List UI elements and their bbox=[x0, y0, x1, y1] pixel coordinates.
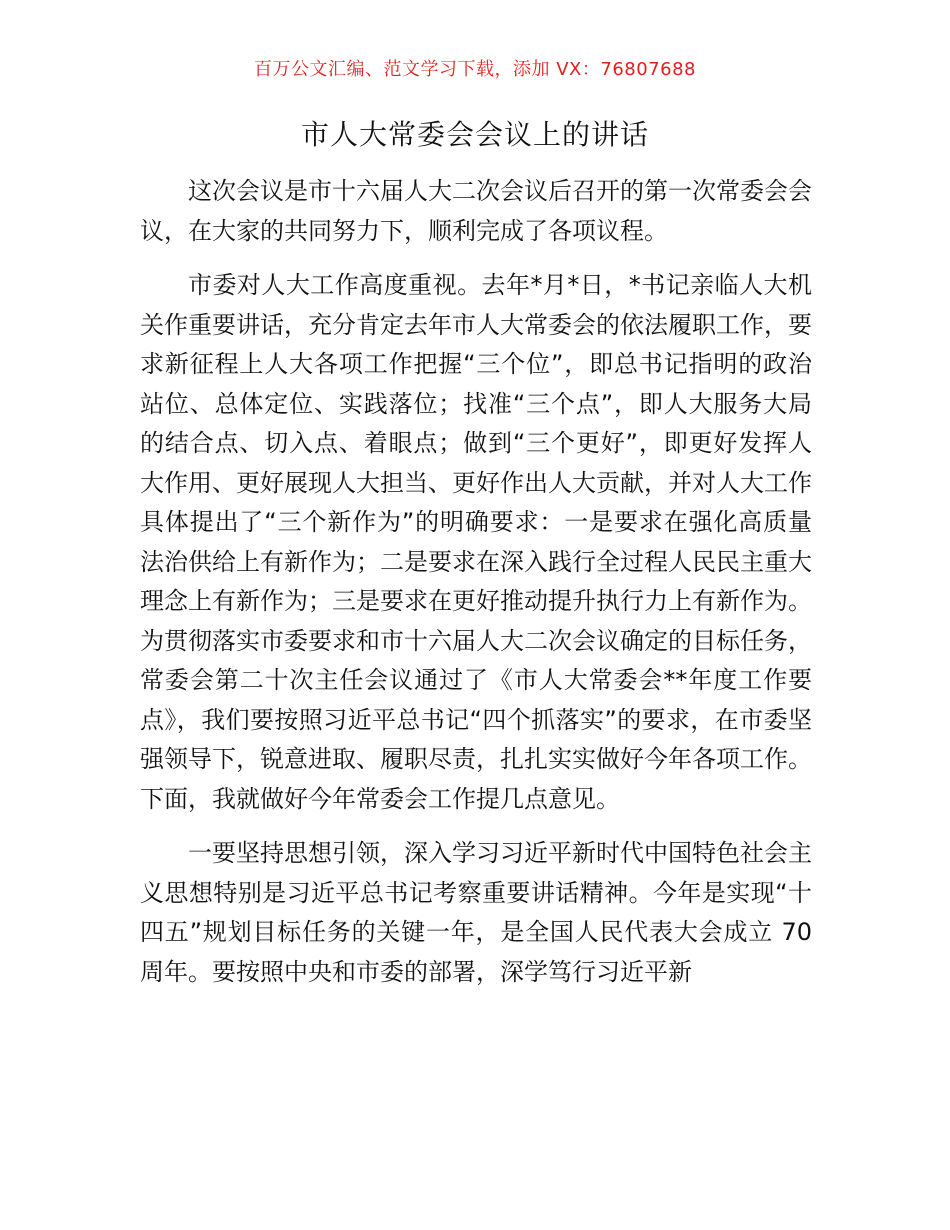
paragraph-1: 这次会议是市十六届人大二次会议后召开的第一次常委会会议，在大家的共同努力下，顺利完成了各项议程。 bbox=[140, 177, 812, 245]
paragraph-2: 市委对人大工作高度重视。去年*月*日，*书记亲临人大机关作重要讲话，充分肯定去年市人大常委会的依法履职工作，要求新征程上人大各项工作把握“三个位”，即总书记指明的政治站位、总体定位、实践落位；找准“三个点”，即人大服务大局的结合点、切入点、着眼点；做到“三个更好”，即更好发挥人大作用、更好展现人大担当、更好作出人大贡献，并对人大工作具体提出了“三个新作为”的明确要求：一是要求在强化高质量法治供给上有新作为；二是要求在深入践行全过程人民民主重大理念上有新作为；三是要求在更好推动提升执行力上有新作为。为贯彻落实市委要求和市十六届人大二次会议确定的目标任务，常委会第二十次主任会议通过了《市人大常委会**年度工作要点》，我们要按照习近平总书记“四个抓落实”的要求，在市委坚强领导下，锐意进取、履职尽责，扎扎实实做好今年各项工作。下面，我就做好今年常委会工作提几点意见。 bbox=[140, 271, 812, 813]
watermark-header: 百万公文汇编、范文学习下载，添加 VX：76807688 bbox=[254, 59, 696, 80]
document-title: 市人大常委会会议上的讲话 bbox=[300, 118, 649, 151]
paragraph-3: 一要坚持思想引领，深入学习习近平新时代中国特色社会主义思想特别是习近平总书记考察重要讲话精神。今年是实现“十四五”规划目标任务的关键一年，是全国人民代表大会成立 70 周年。要按照中央和市委的部署，深学笃行习近平新 bbox=[140, 839, 812, 986]
document-body bbox=[140, 172, 812, 1007]
